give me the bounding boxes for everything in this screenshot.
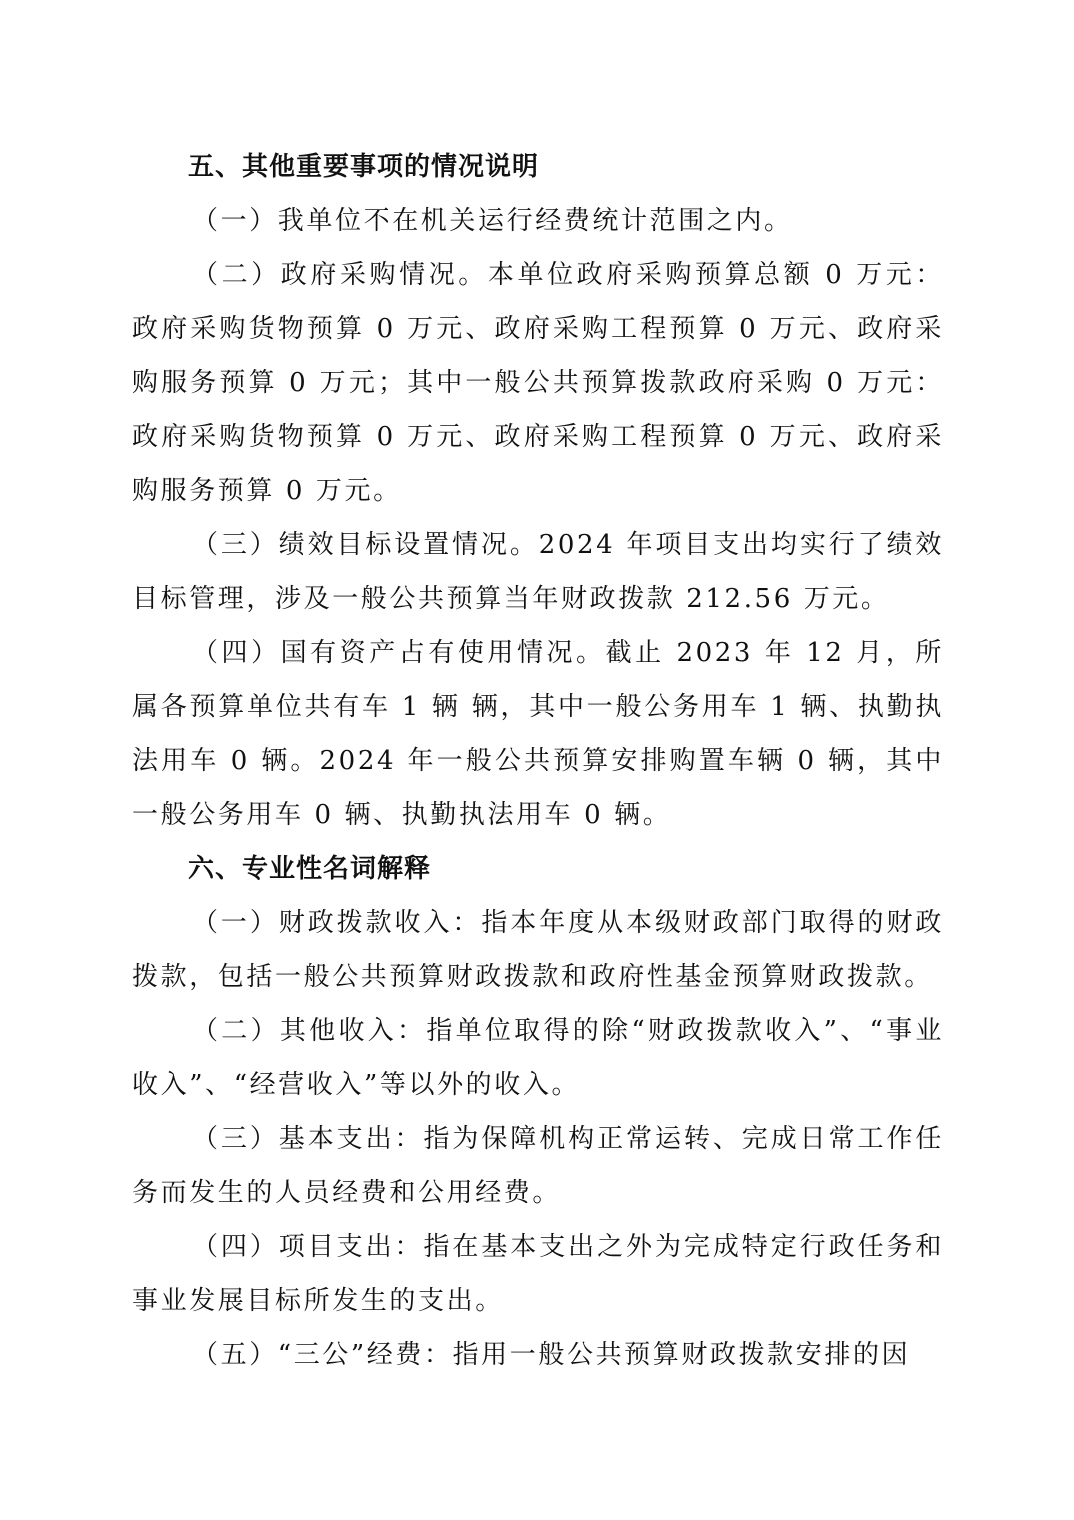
paragraph-other-income: （二）其他收入：指单位取得的除“财政拨款收入”、“事业收入”、“经营收入”等以外的收入。 xyxy=(132,1016,944,1100)
paragraph-government-procurement: （二）政府采购情况。本单位政府采购预算总额 0 万元：政府采购货物预算 0 万元、政府采购工程预算 0 万元、政府采购服务预算 0 万元；其中一般公共预算拨款政府采购 0 万元：政府采购货物预算 0 万元、政府采购工程预算 0 万元、政府采购服务预算 0 万元。 xyxy=(132,260,944,506)
paragraph-performance-targets: （三）绩效目标设置情况。2024 年项目支出均实行了绩效目标管理，涉及一般公共预算当年财政拨款 212.56 万元。 xyxy=(132,530,944,614)
paragraph-fiscal-appropriation-income: （一）财政拨款收入：指本年度从本级财政部门取得的财政拨款，包括一般公共预算财政拨款和政府性基金预算财政拨款。 xyxy=(132,908,944,992)
section-six-heading: 六、专业性名词解释 xyxy=(188,854,432,884)
paragraph-three-public-expenses: （五）“三公”经费：指用一般公共预算财政拨款安排的因 xyxy=(192,1340,911,1370)
paragraph-operating-funds: （一）我单位不在机关运行经费统计范围之内。 xyxy=(192,206,793,236)
paragraph-basic-expenditure: （三）基本支出：指为保障机构正常运转、完成日常工作任务而发生的人员经费和公用经费。 xyxy=(132,1124,944,1208)
paragraph-state-assets: （四）国有资产占有使用情况。截止 2023 年 12 月，所属各预算单位共有车 1 辆 辆，其中一般公务用车 1 辆、执勤执法用车 0 辆。2024 年一般公共预算安排购置车辆 0 辆，其中一般公务用车 0 辆、执勤执法用车 0 辆。 xyxy=(132,638,944,830)
paragraph-project-expenditure: （四）项目支出：指在基本支出之外为完成特定行政任务和事业发展目标所发生的支出。 xyxy=(132,1232,944,1316)
section-five-heading: 五、其他重要事项的情况说明 xyxy=(188,152,540,182)
document-body xyxy=(132,140,944,1382)
